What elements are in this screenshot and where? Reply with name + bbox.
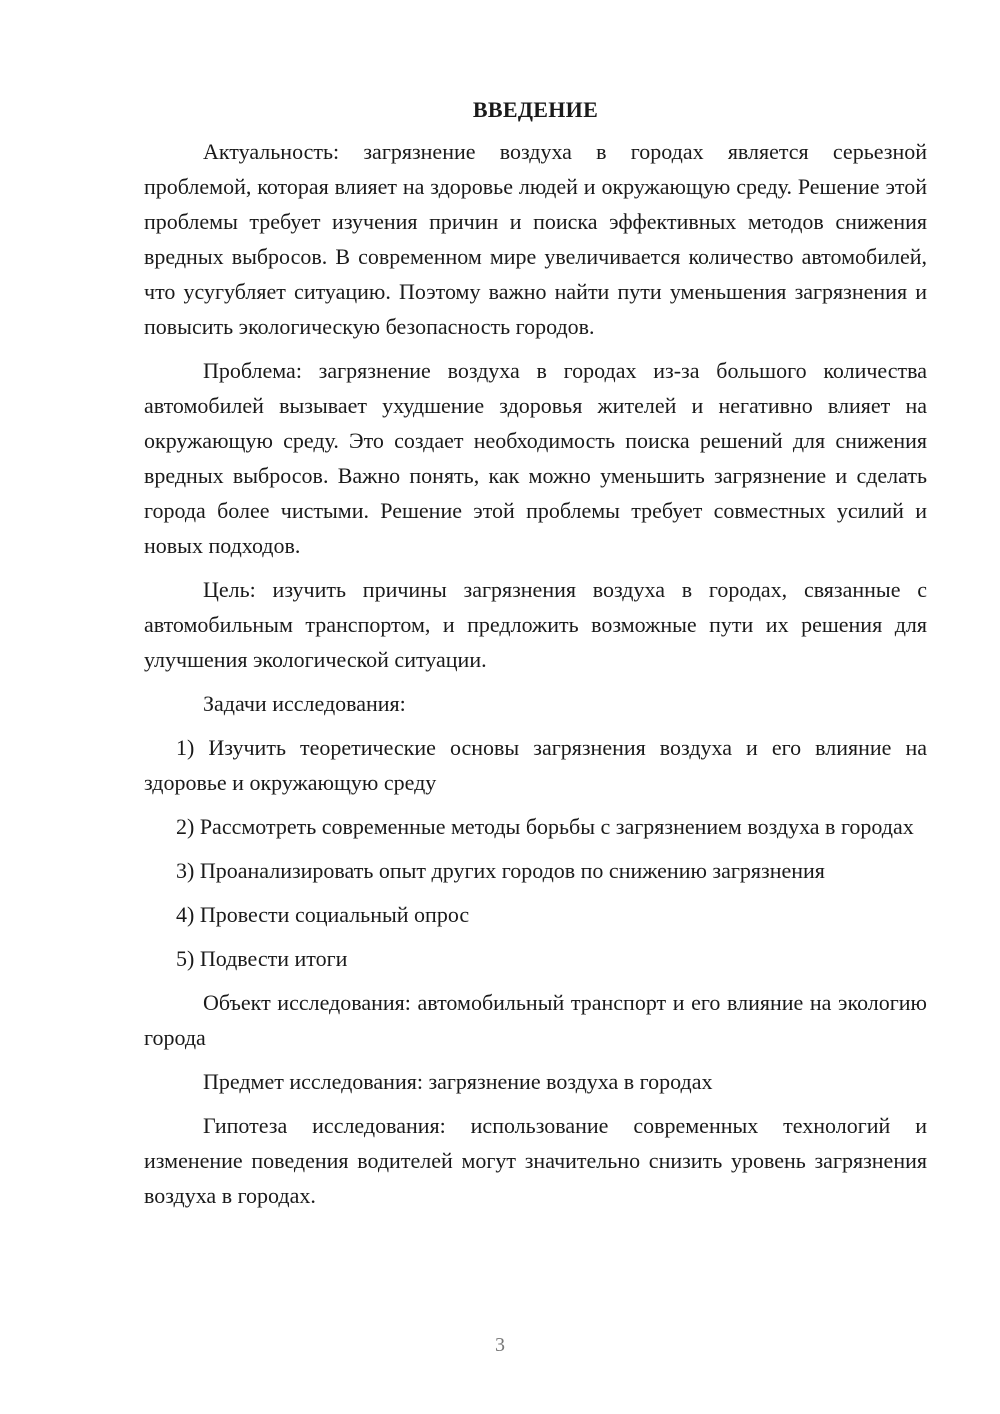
paragraph-hypothesis: Гипотеза исследования: использование современных технологий и изменение поведения водителей могут значительно снизить уровень загрязнения воздуха в городах. [144, 1113, 927, 1208]
tasks-heading: Задачи исследования: [203, 691, 406, 716]
paragraph-problem: Проблема: загрязнение воздуха в городах из-за большого количества автомобилей вызывает ухудшение здоровья жителей и негативно влияет на окружающую среду. Это создает необходимость поиска решений для снижения вредных выбросов. Важно понять, как можно уменьшить загрязнение и сделать города более чистыми. Решение этой проблемы требует совместных усилий и новых подходов. [144, 358, 927, 558]
list-item: 1) Изучить теоретические основы загрязнения воздуха и его влияние на здоровье и окружающую среду [144, 735, 927, 795]
tasks-list [144, 730, 927, 976]
page-number: 3 [495, 1334, 505, 1356]
paragraph-goal: Цель: изучить причины загрязнения воздуха в городах, связанные с автомобильным транспортом, и предложить возможные пути их решения для улучшения экологической ситуации. [144, 577, 927, 672]
list-item: 2) Рассмотреть современные методы борьбы с загрязнением воздуха в городах [176, 814, 914, 839]
list-item: 5) Подвести итоги [176, 946, 348, 971]
paragraph-subject: Предмет исследования: загрязнение воздуха в городах [203, 1069, 713, 1094]
page-title: ВВЕДЕНИЕ [472, 97, 599, 122]
list-item: 4) Провести социальный опрос [176, 902, 470, 927]
paragraph-object: Объект исследования: автомобильный транспорт и его влияние на экологию города [144, 990, 927, 1050]
page-content [144, 92, 927, 1213]
paragraph-relevance: Актуальность: загрязнение воздуха в городах является серьезной проблемой, которая влияет на здоровье людей и окружающую среду. Решение этой проблемы требует изучения причин и поиска эффективных методов снижения вредных выбросов. В современном мире увеличивается количество автомобилей, что усугубляет ситуацию. Поэтому важно найти пути уменьшения загрязнения и повысить экологическую безопасность городов. [144, 139, 927, 339]
list-item: 3) Проанализировать опыт других городов по снижению загрязнения [176, 858, 825, 883]
